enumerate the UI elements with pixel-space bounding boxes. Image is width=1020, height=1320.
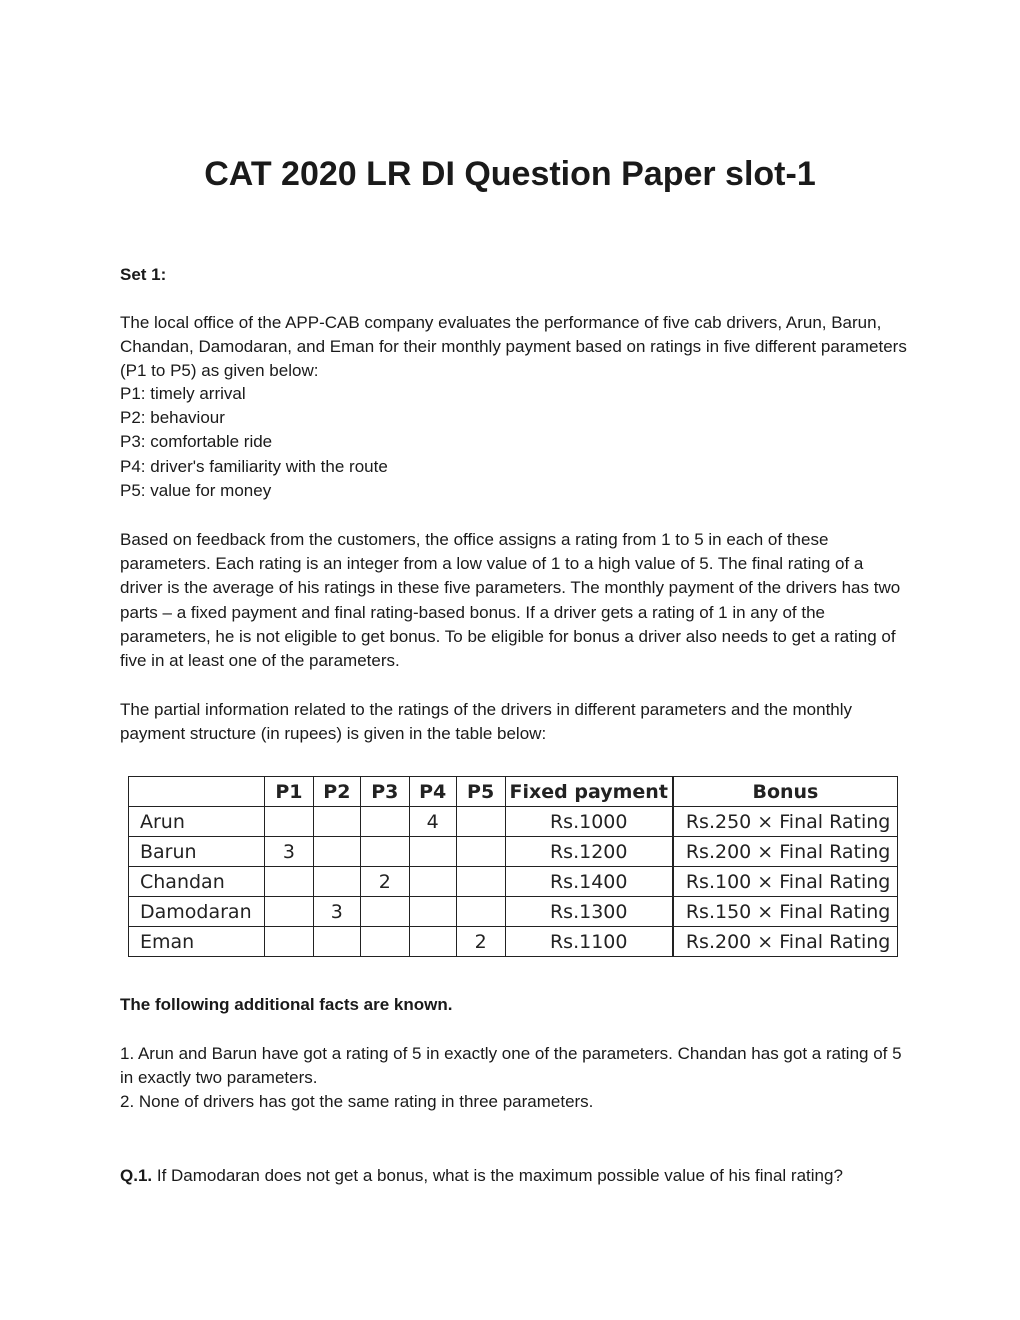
rating-cell: 2	[456, 927, 505, 957]
rating-cell	[264, 927, 313, 957]
header-cell-p4: P4	[409, 777, 456, 807]
driver-name-cell: Eman	[129, 927, 265, 957]
question-1	[120, 1164, 910, 1188]
rating-cell	[360, 837, 409, 867]
table-header-row	[129, 777, 898, 807]
rating-cell	[409, 867, 456, 897]
facts-heading: The following additional facts are known.	[120, 995, 453, 1014]
header-cell-p5: P5	[456, 777, 505, 807]
rating-cell	[264, 897, 313, 927]
rating-cell	[313, 807, 360, 837]
rating-cell	[409, 927, 456, 957]
rating-cell	[456, 807, 505, 837]
rating-cell	[456, 837, 505, 867]
rating-cell	[313, 867, 360, 897]
header-cell-p3: P3	[360, 777, 409, 807]
fixed-payment-cell: Rs.1100	[505, 927, 673, 957]
fixed-payment-cell: Rs.1200	[505, 837, 673, 867]
driver-name-cell: Chandan	[129, 867, 265, 897]
rating-cell	[264, 867, 313, 897]
rating-cell: 4	[409, 807, 456, 837]
rating-cell: 2	[360, 867, 409, 897]
header-cell-blank	[129, 777, 265, 807]
rating-cell	[456, 867, 505, 897]
rating-cell	[360, 807, 409, 837]
set-label: Set 1:	[120, 265, 167, 284]
rating-cell: 3	[313, 897, 360, 927]
driver-name-cell: Damodaran	[129, 897, 265, 927]
parameter-item: P4: driver's familiarity with the route	[120, 456, 388, 476]
rating-cell	[313, 837, 360, 867]
facts-list	[120, 1042, 910, 1115]
rating-cell	[360, 897, 409, 927]
fixed-payment-cell: Rs.1000	[505, 807, 673, 837]
rating-cell	[264, 807, 313, 837]
question-text: If Damodaran does not get a bonus, what is the maximum possible value of his final rating?	[156, 1166, 843, 1185]
intro-paragraph: The local office of the APP-CAB company evaluates the performance of five cab drivers, Arun, Barun, Chandan, Damodaran, and Eman for their monthly payment based on ratings in five different parameters (P1 to P5) as given below:	[120, 313, 907, 381]
fact-item: 2. None of drivers has got the same rating in three parameters.	[120, 1092, 594, 1112]
rating-cell	[409, 837, 456, 867]
header-cell-bonus: Bonus	[673, 777, 898, 807]
table-row	[129, 807, 898, 837]
bonus-cell: Rs.200 × Final Rating	[673, 927, 898, 957]
header-cell-p1: P1	[264, 777, 313, 807]
driver-name-cell: Arun	[129, 807, 265, 837]
parameter-item: P3: comfortable ride	[120, 432, 273, 452]
header-cell-fixed-payment: Fixed payment	[505, 777, 673, 807]
question-label: Q.1.	[120, 1166, 153, 1185]
rating-cell	[456, 897, 505, 927]
driver-name-cell: Barun	[129, 837, 265, 867]
bonus-cell: Rs.250 × Final Rating	[673, 807, 898, 837]
parameter-item: P5: value for money	[120, 480, 272, 500]
bonus-cell: Rs.100 × Final Rating	[673, 867, 898, 897]
fixed-payment-cell: Rs.1400	[505, 867, 673, 897]
table-row	[129, 897, 898, 927]
rating-cell	[313, 927, 360, 957]
parameter-item: P2: behaviour	[120, 408, 225, 428]
fact-item: 1. Arun and Barun have got a rating of 5 in exactly one of the parameters. Chandan has got a rating of 5 in exactly two parameters.	[120, 1044, 902, 1088]
table-intro-paragraph: The partial information related to the ratings of the drivers in different parameters and the monthly payment structure (in rupees) is given in the table below:	[120, 700, 853, 744]
bonus-cell: Rs.200 × Final Rating	[673, 837, 898, 867]
ratings-table	[128, 776, 898, 957]
table-row	[129, 927, 898, 957]
parameter-list	[120, 382, 910, 503]
bonus-cell: Rs.150 × Final Rating	[673, 897, 898, 927]
fixed-payment-cell: Rs.1300	[505, 897, 673, 927]
parameter-item: P1: timely arrival	[120, 384, 246, 403]
rating-rules-paragraph: Based on feedback from the customers, the office assigns a rating from 1 to 5 in each of these parameters. Each rating is an integer from a low value of 1 to a high value of 5. The final rating of a driver is the average of his ratings in these five parameters. The monthly payment of the drivers has two parts – a fixed payment and final rating-based bonus. If a driver gets a rating of 1 in any of the parameters, he is not eligible to get bonus. To be eligible for bonus a driver also needs to get a rating of five in at least one of the parameters.	[120, 530, 901, 671]
rating-cell	[409, 897, 456, 927]
rating-cell: 3	[264, 837, 313, 867]
table-row	[129, 837, 898, 867]
header-cell-p2: P2	[313, 777, 360, 807]
table-row	[129, 867, 898, 897]
rating-cell	[360, 927, 409, 957]
page-title: CAT 2020 LR DI Question Paper slot-1	[204, 155, 816, 193]
